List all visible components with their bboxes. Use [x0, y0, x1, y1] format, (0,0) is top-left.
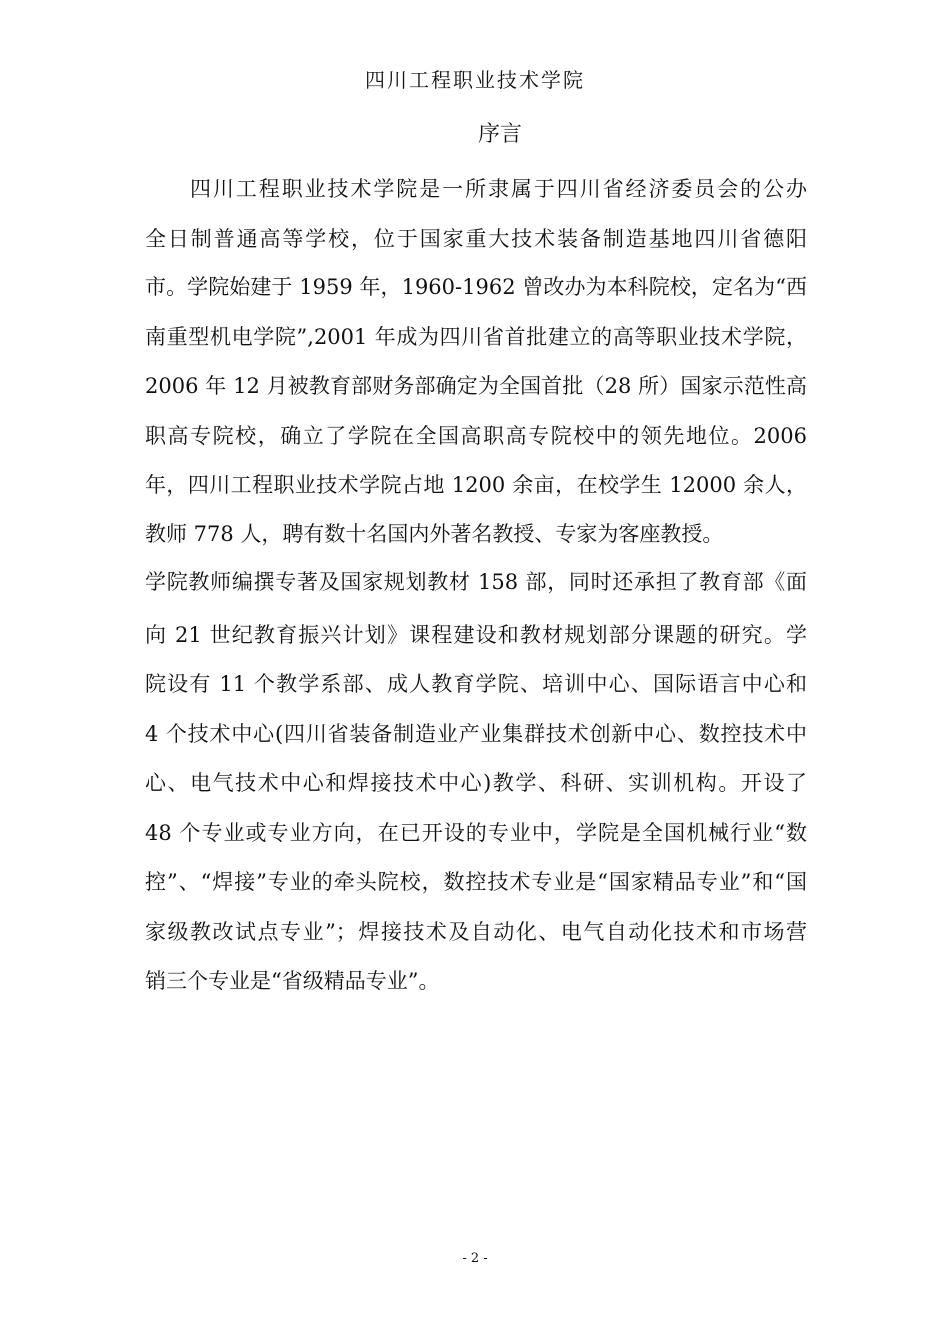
- paragraph-line: 南重型机电学院”,2001 年成为四川省首批建立的高等职业技术学院，: [145, 325, 807, 349]
- paragraph-line: 心、电气技术中心和焊接技术中心)教学、科研、实训机构。开设了: [145, 771, 807, 795]
- paragraph-line: 四川工程职业技术学院是一所隶属于四川省经济委员会的公办: [190, 177, 807, 201]
- paragraph-line: 市。学院始建于 1959 年，1960-1962 曾改办为本科院校，定名为“西: [145, 275, 807, 299]
- paragraph-line: 48 个专业或专业方向，在已开设的专业中，学院是全国机械行业“数: [145, 821, 807, 845]
- paragraph-line: 教师 778 人，聘有数十名国内外著名教授、专家为客座教授。: [145, 522, 724, 546]
- paragraph-line: 向 21 世纪教育振兴计划》课程建设和教材规划部分课题的研究。学: [145, 623, 807, 647]
- page-number: - 2 -: [462, 1251, 488, 1266]
- paragraph-line: 职高专院校，确立了学院在全国高职高专院校中的领先地位。2006: [145, 424, 807, 448]
- document-header: 四川工程职业技术学院: [365, 68, 585, 92]
- paragraph-line: 4 个技术中心(四川省装备制造业产业集群技术创新中心、数控技术中: [145, 722, 807, 746]
- paragraph-line: 全日制普通高等学校，位于国家重大技术装备制造基地四川省德阳: [145, 227, 807, 251]
- paragraph-line: 院设有 11 个教学系部、成人教育学院、培训中心、国际语言中心和: [145, 672, 807, 696]
- paragraph-line: 销三个专业是“省级精品专业”。: [145, 969, 440, 993]
- section-title: 序言: [477, 122, 522, 147]
- paragraph-line: 学院教师编撰专著及国家规划教材 158 部，同时还承担了教育部《面: [145, 570, 807, 594]
- paragraph-line: 控”、“焊接”专业的牵头院校，数控技术专业是“国家精品专业”和“国: [145, 870, 807, 894]
- paragraph-line: 2006 年 12 月被教育部财务部确定为全国首批（28 所）国家示范性高: [145, 374, 807, 398]
- paragraph-line: 家级教改试点专业”；焊接技术及自动化、电气自动化技术和市场营: [145, 920, 807, 944]
- paragraph-line: 年，四川工程职业技术学院占地 1200 余亩，在校学生 12000 余人，: [145, 473, 807, 497]
